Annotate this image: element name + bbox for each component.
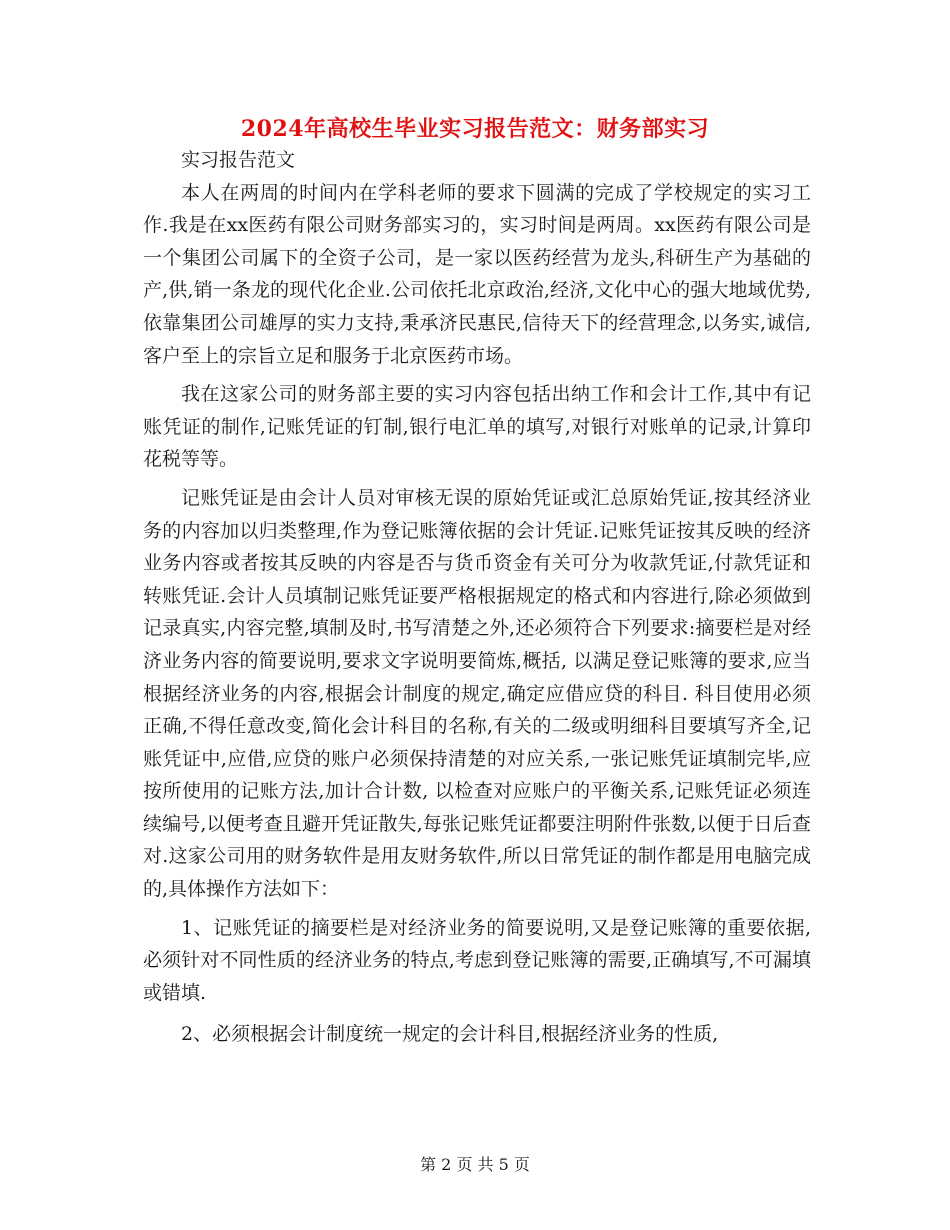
paragraph-intro: 本人在两周的时间内在学科老师的要求下圆满的完成了学校规定的实习工作.我是在xx医药有限公司财务部实习的，实习时间是两周。xx医药有限公司是一个集团公司属下的全资子公司，是一家以医药经营为龙头,科研生产为基础的产,供,销一条龙的现代化企业.公司依托北京政治,经济,文化中心的强大地域优势,依靠集团公司雄厚的实力支持,秉承济民惠民,信待天下的经营理念,以务实,诚信,客户至上的宗旨立足和服务于北京医药市场。 bbox=[143, 181, 811, 367]
document-title: 2024年高校生毕业实习报告范文：财务部实习 bbox=[240, 116, 710, 142]
list-item-1: 1、记账凭证的摘要栏是对经济业务的简要说明,又是登记账簿的重要依据,必须针对不同性质的经济业务的特点,考虑到登记账簿的需要,正确填写,不可漏填或错填. bbox=[143, 916, 811, 1004]
paragraph-content: 我在这家公司的财务部主要的实习内容包括出纳工作和会计工作,其中有记账凭证的制作,记账凭证的钉制,银行电汇单的填写,对银行对账单的记录,计算印花税等等。 bbox=[143, 383, 811, 471]
list-item-2: 2、必须根据会计制度统一规定的会计科目,根据经济业务的性质, bbox=[181, 1023, 719, 1046]
paragraph-vouchers: 记账凭证是由会计人员对审核无误的原始凭证或汇总原始凭证,按其经济业务的内容加以归类整理,作为登记账簿依据的会计凭证.记账凭证按其反映的经济业务内容或者按其反映的内容是否与货币资金有关可分为收款凭证,付款凭证和转账凭证.会计人员填制记账凭证要严格根据规定的格式和内容进行,除必须做到记录真实,内容完整,填制及时,书写清楚之外,还必须符合下列要求:摘要栏是对经济业务内容的简要说明,要求文字说明要简炼,概括, 以满足登记账簿的要求,应当根据经济业务的内容,根据会计制度的规定,确定应借应贷的科目. 科目使用必须正确,不得任意改变,简化会计科目的名称,有关的二级或明细科目要填写齐全,记账凭证中,应借,应贷的账户必须保持清楚的对应关系,一张记账凭证填制完毕,应按所使用的记账方法,加计合计数, 以检查对应账户的平衡关系,记账凭证必须连续编号,以便考查且避开凭证散失,每张记账凭证都要注明附件张数,以便于日后查对.这家公司用的财务软件是用友财务软件,所以日常凭证的制作都是用电脑完成的,具体操作方法如下： bbox=[143, 486, 811, 901]
page-number: 第 2 页 共 5 页 bbox=[420, 1155, 530, 1174]
document-body bbox=[143, 144, 811, 1051]
section-heading: 实习报告范文 bbox=[181, 149, 296, 171]
